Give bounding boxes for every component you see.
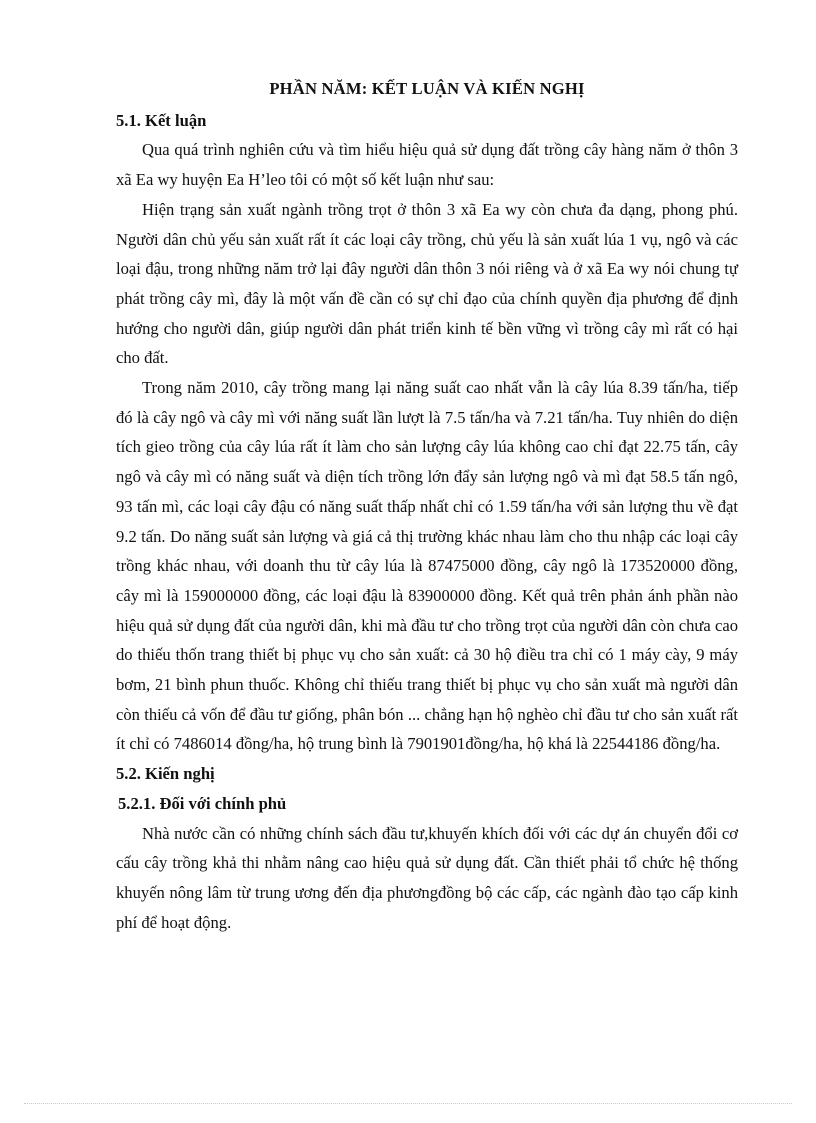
page-title: PHẦN NĂM: KẾT LUẬN VÀ KIẾN NGHỊ [269,79,585,98]
paragraph: Trong năm 2010, cây trồng mang lại năng suất cao nhất vẫn là cây lúa 8.39 tấn/ha, tiếp đó là cây ngô và cây mì với năng suất lần lượt là 7.5 tấn/ha và 7.21 tấn/ha. Tuy nhiên do diện tích gieo trồng của cây lúa rất ít làm cho sản lượng cây lúa không cao chỉ đạt 22.75 tấn, cây ngô và cây mì có năng suất và diện tích trồng lớn đẩy sản lượng ngô và mì đạt 58.5 tấn ngô, 93 tấn mì, các loại cây đậu có năng suất thấp nhất chỉ có 1.59 tấn/ha với sản lượng thu về đạt 9.2 tấn. Do năng suất sản lượng và giá cả thị trường khác nhau làm cho thu nhập các loại cây trồng khác nhau, với doanh thu từ cây lúa là 87475000 đồng, cây ngô là 173520000 đồng, cây mì là 159000000 đồng, các loại đậu là 83900000 đồng. Kết quả trên phản ánh phần nào hiệu quả sử dụng đất của người dân, khi mà đầu tư cho trồng trọt của người dân còn chưa cao do thiếu thốn trang thiết bị phục vụ cho sản xuất: cả 30 hộ điều tra chỉ có 1 máy cày, 9 máy bơm, 21 bình phun thuốc. Không chỉ thiếu trang thiết bị phục vụ cho sản xuất mà người dân còn thiếu cả vốn để đầu tư giống, phân bón ... chẳng hạn hộ nghèo chỉ đầu tư cho sản xuất rất ít chỉ có 7486014 đồng/ha, hộ trung bình là 7901901đồng/ha, hộ khá là 22544186 đồng/ha. [116,378,738,754]
paragraph: Hiện trạng sản xuất ngành trồng trọt ở thôn 3 xã Ea wy còn chưa đa dạng, phong phú. Người dân chủ yếu sản xuất rất ít các loại cây trồng, chủ yếu là sản xuất lúa 1 vụ, ngô và các loại đậu, trong những năm trở lại đây người dân thôn 3 nói riêng và ở xã Ea wy nói chung tự phát trồng cây mì, đây là một vấn đề cần có sự chỉ đạo của chính quyền địa phương để định hướng cho người dân, giúp người dân phát triển kinh tế bền vững vì trồng cây mì rất có hại cho đất. [116,199,738,368]
paragraph: Qua quá trình nghiên cứu và tìm hiểu hiệu quả sử dụng đất trồng cây hàng năm ở thôn 3 xã Ea wy huyện Ea H’leo tôi có một số kết luận như sau: [116,140,738,190]
section-heading-conclusion: 5.1. Kết luận [116,110,207,130]
page-bottom-divider [24,1103,792,1104]
subsection-heading-government: 5.2.1. Đối với chính phủ [118,793,287,813]
paragraph: Nhà nước cần có những chính sách đầu tư,khuyến khích đối với các dự án chuyển đổi cơ cấu cây trồng khả thi nhằm nâng cao hiệu quả sử dụng đất. Cần thiết phải tổ chức hệ thống khuyến nông lâm từ trung ương đến địa phươngđồng bộ các cấp, các ngành đào tạo cấp kinh phí để hoạt động. [116,823,738,932]
section-heading-recommendations: 5.2. Kiến nghị [116,764,215,784]
document-body [116,74,738,937]
